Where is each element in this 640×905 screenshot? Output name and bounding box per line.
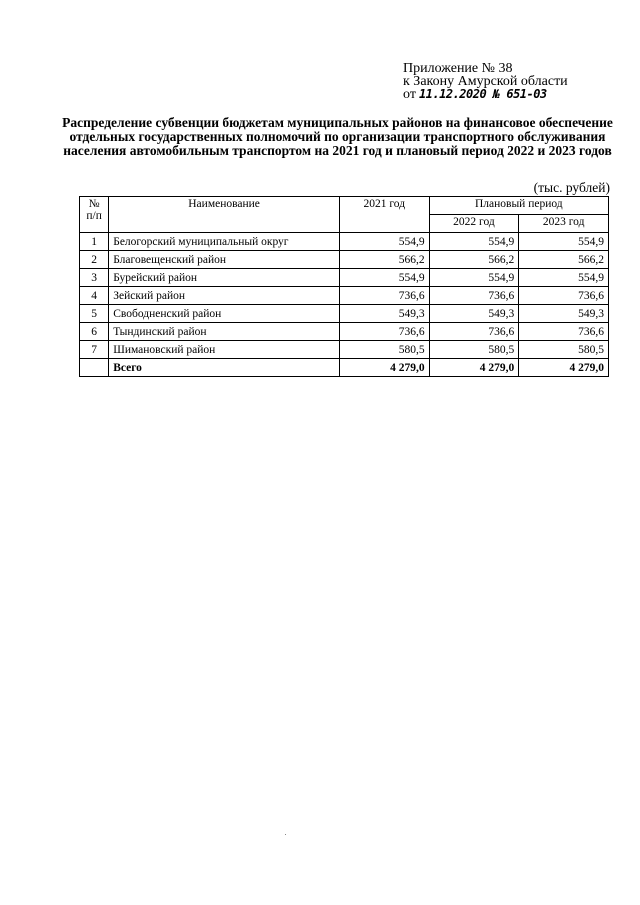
row-number: 4 bbox=[80, 287, 109, 305]
table-total-row bbox=[80, 359, 609, 377]
row-2022: 554,9 bbox=[429, 233, 519, 251]
document-title: Распределение субвенции бюджетам муниципальных районов на финансовое обеспечение отдельных государственных полномочий по организации транспортного обслуживания населения автомобильным транспортом на 2021 год и плановый период 2022 и 2023 годов bbox=[62, 115, 613, 158]
row-name: Свободненский район bbox=[109, 305, 340, 323]
row-2021: 580,5 bbox=[339, 341, 429, 359]
row-2023: 736,6 bbox=[519, 287, 609, 305]
table-row bbox=[80, 341, 609, 359]
annex-header bbox=[403, 62, 568, 101]
row-number bbox=[80, 359, 109, 377]
table-row bbox=[80, 251, 609, 269]
row-number: 5 bbox=[80, 305, 109, 323]
row-number: 7 bbox=[80, 341, 109, 359]
row-number: 3 bbox=[80, 269, 109, 287]
row-2021: 736,6 bbox=[339, 287, 429, 305]
handwritten-date: 11.12.2020 № 651-03 bbox=[418, 87, 547, 101]
row-number: 1 bbox=[80, 233, 109, 251]
row-2021: 4 279,0 bbox=[339, 359, 429, 377]
header-plan-period: Плановый период bbox=[429, 197, 608, 215]
header-2023: 2023 год bbox=[519, 215, 609, 233]
row-2021: 736,6 bbox=[339, 323, 429, 341]
row-name: Благовещенский район bbox=[109, 251, 340, 269]
row-2022: 736,6 bbox=[429, 323, 519, 341]
scan-speck bbox=[285, 834, 286, 835]
table-row bbox=[80, 269, 609, 287]
row-2021: 566,2 bbox=[339, 251, 429, 269]
table-row bbox=[80, 287, 609, 305]
row-2023: 566,2 bbox=[519, 251, 609, 269]
header-2021: 2021 год bbox=[339, 197, 429, 233]
units-label: (тыс. рублей) bbox=[533, 180, 610, 195]
annex-date-line bbox=[403, 88, 568, 101]
annex-number: Приложение № 38 bbox=[403, 61, 513, 76]
row-2023: 554,9 bbox=[519, 269, 609, 287]
row-2022: 580,5 bbox=[429, 341, 519, 359]
table-header-row bbox=[80, 197, 609, 215]
row-2022: 554,9 bbox=[429, 269, 519, 287]
row-name: Бурейский район bbox=[109, 269, 340, 287]
header-num: № п/п bbox=[80, 197, 109, 233]
row-2021: 554,9 bbox=[339, 233, 429, 251]
header-name: Наименование bbox=[109, 197, 340, 233]
row-2022: 736,6 bbox=[429, 287, 519, 305]
header-2022: 2022 год bbox=[429, 215, 519, 233]
row-name: Шимановский район bbox=[109, 341, 340, 359]
row-2022: 566,2 bbox=[429, 251, 519, 269]
row-number: 6 bbox=[80, 323, 109, 341]
row-name: Тындинский район bbox=[109, 323, 340, 341]
row-name: Белогорский муниципальный округ bbox=[109, 233, 340, 251]
row-2023: 554,9 bbox=[519, 233, 609, 251]
row-2022: 4 279,0 bbox=[429, 359, 519, 377]
row-2021: 554,9 bbox=[339, 269, 429, 287]
row-name: Зейский район bbox=[109, 287, 340, 305]
subvention-table bbox=[79, 196, 609, 377]
row-2023: 736,6 bbox=[519, 323, 609, 341]
row-2023: 549,3 bbox=[519, 305, 609, 323]
row-2021: 549,3 bbox=[339, 305, 429, 323]
row-2022: 549,3 bbox=[429, 305, 519, 323]
table-row bbox=[80, 233, 609, 251]
annex-date-prefix: от bbox=[403, 87, 416, 102]
table-row bbox=[80, 305, 609, 323]
row-name: Всего bbox=[109, 359, 340, 377]
table-row bbox=[80, 323, 609, 341]
row-2023: 580,5 bbox=[519, 341, 609, 359]
annex-law: к Закону Амурской области bbox=[403, 74, 568, 89]
row-2023: 4 279,0 bbox=[519, 359, 609, 377]
row-number: 2 bbox=[80, 251, 109, 269]
